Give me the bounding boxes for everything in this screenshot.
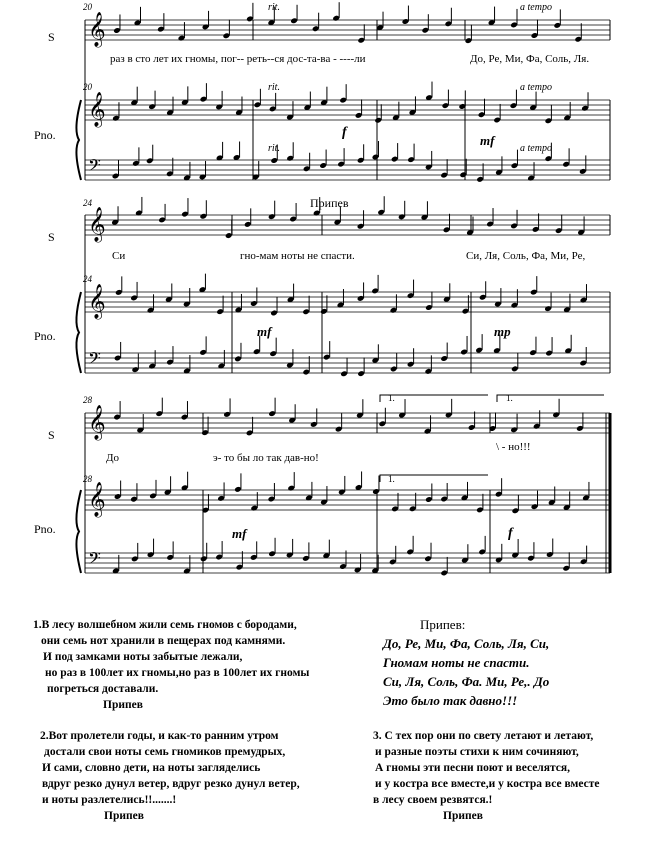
lyric-line: гно-мам ноты не спасти.: [240, 250, 355, 262]
dynamic-mark: mf: [480, 133, 495, 148]
dynamic-mark: mp: [494, 324, 511, 339]
brace: [76, 292, 81, 373]
brace: [76, 490, 81, 573]
tempo-mark: rit.: [268, 143, 280, 154]
bass-clef-icon: 𝄢: [88, 548, 101, 572]
bass-clef-icon: 𝄢: [88, 348, 101, 372]
refrain-label: Припев: [104, 810, 144, 822]
piano-label: Pno.: [34, 128, 56, 142]
section-label: Припев: [310, 196, 349, 210]
verse-line: достали свои ноты семь гномиков премудрых,: [44, 746, 286, 758]
refrain-line: Это было так давно!!!: [383, 693, 518, 708]
dynamic-mark: mf: [232, 526, 247, 541]
lyric-line: До: [106, 452, 120, 464]
treble-clef-icon: 𝄞: [88, 284, 106, 319]
tempo-mark: rit.: [268, 82, 280, 93]
lyric-line: \ - но!!!: [496, 441, 531, 453]
verse-line: 1.В лесу волшебном жили семь гномов с бородами,: [33, 619, 297, 631]
volta-label: 1.: [388, 474, 395, 484]
dynamic-mark: f: [508, 526, 513, 541]
verse-3: [373, 728, 599, 824]
volta-bracket: [380, 395, 488, 402]
volta-label: 1.: [506, 393, 513, 403]
lyric-line: Си: [112, 250, 126, 262]
verse-2: [40, 728, 300, 824]
tempo-mark: a tempo: [520, 82, 552, 93]
treble-clef-icon: 𝄞: [88, 12, 106, 47]
volta-label: 1.: [388, 393, 395, 403]
verse-line: 2.Вот пролетели годы, и как-то ранним утром: [40, 730, 279, 742]
treble-clef-icon: 𝄞: [88, 92, 106, 127]
refrain-title: Припев:: [420, 617, 466, 632]
brace: [76, 100, 81, 180]
voice-label: S: [48, 30, 55, 44]
refrain-line: Си, Ля, Соль, Фа. Ми, Ре,. До: [383, 674, 550, 689]
measure-number: 20: [83, 82, 92, 92]
refrain-text: [383, 634, 549, 710]
voice-label: S: [48, 230, 55, 244]
verse-line: в лесу своем резвятся.!: [373, 794, 493, 806]
verse-line: вдруг резко дунул ветер, вдруг резко дунул ветер,: [42, 778, 300, 790]
dynamic-mark: mf: [257, 324, 272, 339]
tempo-mark: a tempo: [520, 143, 552, 154]
treble-clef-icon: 𝄞: [88, 405, 106, 440]
bass-clef-icon: 𝄢: [88, 155, 101, 179]
tempo-mark: a tempo: [520, 2, 552, 13]
treble-clef-icon: 𝄞: [88, 207, 106, 242]
measure-number: 24: [83, 274, 92, 284]
refrain-line: Гномам ноты не спасти.: [383, 655, 530, 670]
piano-label: Pno.: [34, 329, 56, 343]
verse-line: И сами, словно дети, на ноты загляделись: [42, 762, 261, 774]
measure-number: 20: [83, 2, 92, 12]
lyric-line: раз в сто лет их гномы, пог-- реть--ся дос-та-ва - ----ли: [110, 53, 366, 65]
refrain-label: Припев: [443, 810, 483, 822]
verse-line: и у костра все вместе,и у костра все вместе: [375, 778, 600, 790]
verse-line: но раз в 100лет их гномы,но раз в 100лет их гномы: [45, 667, 310, 679]
verse-1: [33, 617, 309, 713]
verse-line: А гномы эти песни поют и веселятся,: [375, 762, 570, 774]
voice-label: S: [48, 428, 55, 442]
refrain-label: Припев: [103, 699, 143, 711]
measure-number: 28: [83, 474, 92, 484]
verse-line: они семь нот хранили в пещерах под камнями.: [41, 635, 286, 647]
measure-number: 28: [83, 395, 92, 405]
treble-clef-icon: 𝄞: [88, 482, 106, 517]
tempo-mark: rit.: [268, 2, 280, 13]
volta-bracket: [497, 395, 604, 402]
verse-line: погреться доставали.: [47, 683, 159, 695]
dynamic-mark: f: [342, 125, 347, 140]
piano-label: Pno.: [34, 522, 56, 536]
verse-line: и разные поэты стихи к ним сочиняют,: [375, 746, 579, 758]
verse-line: 3. С тех пор они по свету летают и летают,: [373, 730, 594, 742]
lyric-line: До, Ре, Ми, Фа, Соль, Ля.: [470, 53, 590, 65]
refrain-line: До, Ре, Ми, Фа, Соль, Ля, Си,: [383, 636, 550, 651]
verse-line: И под замками ноты забытые лежали,: [43, 651, 243, 663]
verse-line: и ноты разлетелись!!.......!: [42, 794, 177, 806]
volta-bracket: [380, 475, 488, 482]
lyric-line: Си, Ля, Соль, Фа, Ми, Ре,: [466, 250, 586, 262]
measure-number: 24: [83, 198, 92, 208]
lyric-line: э- то бы ло так дав-но!: [213, 452, 319, 464]
